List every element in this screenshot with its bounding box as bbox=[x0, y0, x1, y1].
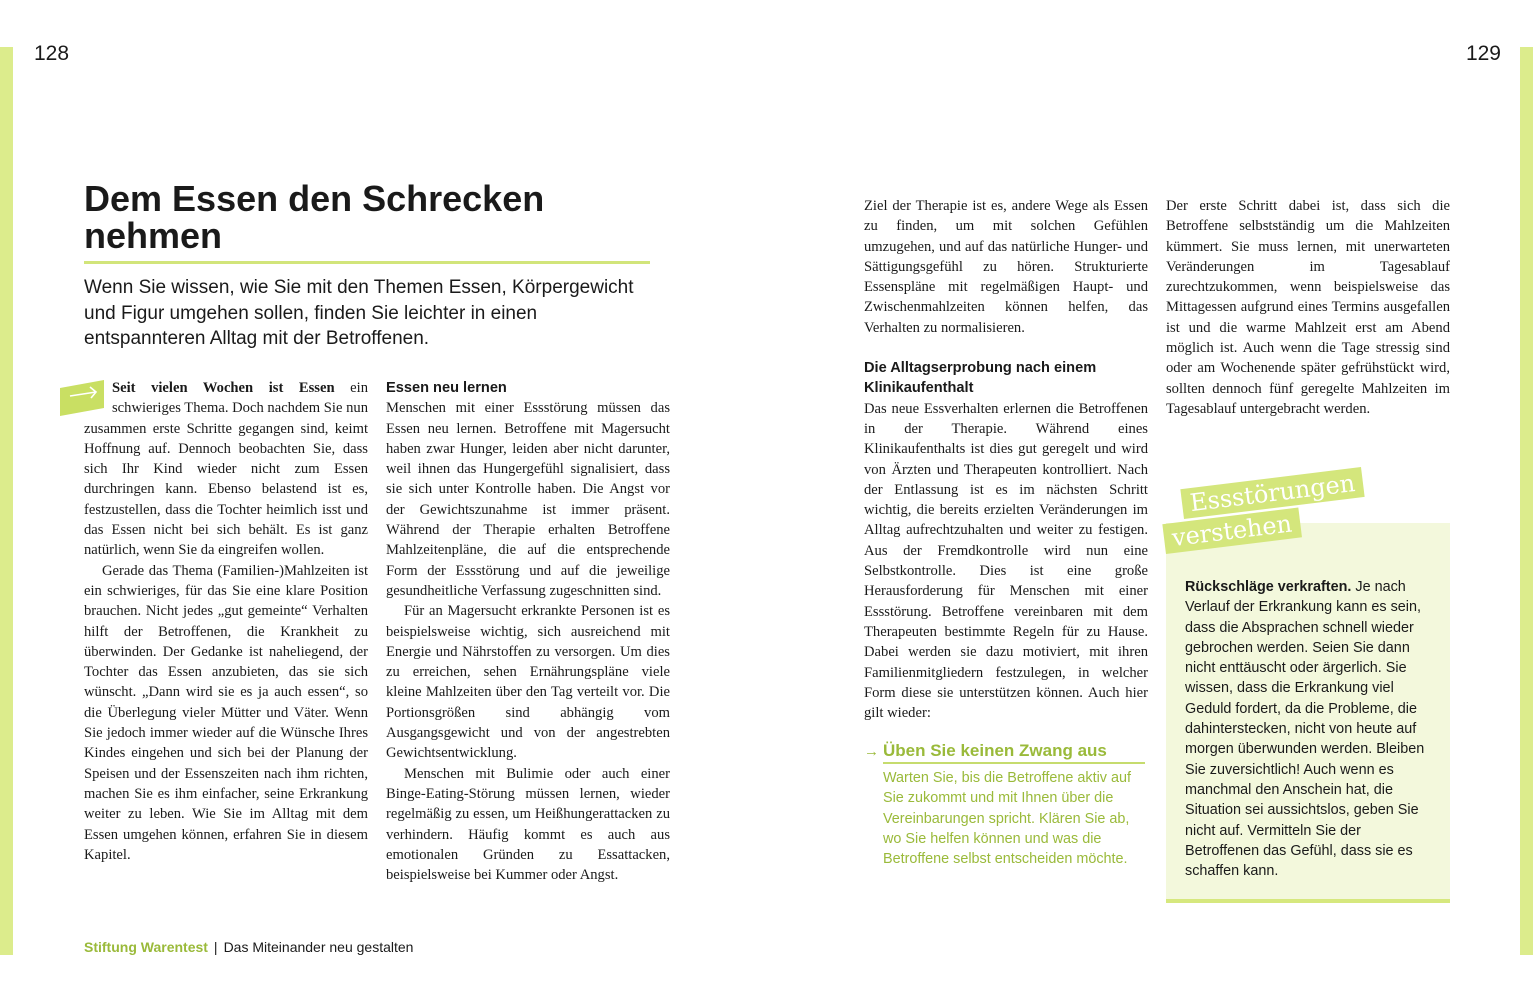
page-number-left: 128 bbox=[34, 42, 70, 65]
subheading-essen-neu-lernen: Essen neu lernen bbox=[386, 380, 507, 396]
paragraph: Gerade das Thema (Familien-)Mahlzeiten ist ein schwieriges, für das Sie eine klare Position brauchen. Nicht jedes „gut gemeinte“ Verhalten hilft der Betroffenen, die Krankheit zu überwinden. Der Gedanke ist naheliegend, der Tochter das Essen anzubieten, das sie sich wünscht. „Dann wird sie es ja auch essen“, so die Überlegung vieler Mütter und Väter. Wenn Sie jedoch immer wieder auf die Wünsche Ihres Kindes eingehen und sich bei der Planung der Speisen und der Essenszeiten nach ihm richten, machen Sie es ihm einfacher, seine Erkrankung weiter zu leben. Wie Sie im Alltag mit dem Essen umgehen können, erfahren Sie in diesem Kapitel. bbox=[84, 562, 368, 863]
paragraph: Menschen mit Bulimie oder auch einer Binge-Eating-Störung müssen lernen, wieder regelmäßig zu essen, um Heißhungerattacken zu verhindern. Häufig kommt es auch aus emotionalen Gründen zu Essattacken, beispielsweise bei Kummer oder Angst. bbox=[386, 765, 670, 884]
tip-title: Üben Sie keinen Zwang aus bbox=[883, 741, 1145, 764]
paragraph: Für an Magersucht erkrankte Personen ist es beispielsweise wichtig, sich ausreichend mit Energie und Nährstoffen zu versorgen. Um dies zu erreichen, sehen Ernährungspläne viele kleine Mahlzeiten über den Tag verteilt vor. Die Portionsgrößen sind abhängig vom Ausgangsgewicht und von der angestrebten Gewichtsentwicklung. bbox=[386, 603, 670, 762]
footer-separator: | bbox=[213, 939, 218, 955]
info-box-tag-line1: Essstörungen bbox=[1180, 467, 1364, 519]
intro-bold: Seit vielen Wochen ist Essen bbox=[112, 380, 335, 396]
info-box-tag-line2: verstehen bbox=[1162, 508, 1301, 554]
arrow-right-icon: → bbox=[864, 743, 879, 760]
footer-book-title: Das Miteinander neu gestalten bbox=[223, 939, 414, 955]
subheading-alltagserprobung: Die Alltagserprobung nach einem Klinikaufenthalt bbox=[864, 360, 1097, 397]
title-underline bbox=[84, 261, 650, 264]
left-edge-bar bbox=[0, 47, 13, 955]
footer-brand: Stiftung Warentest bbox=[84, 939, 208, 955]
paragraph: Das neue Essverhalten erlernen die Betroffenen in der Therapie. Während eines Klinikaufenthalts ist dies gut geregelt und wird von Ärzten und Therapeuten kontrolliert. Nach der Entlassung ist es im nächsten Schritt wichtig, die bereits erzielten Veränderungen im Alltag aufrechtzuhalten und weiter zu festigen. Aus der Fremdkontrolle wird nun eine Selbstkontrolle. Dies ist eine große Herausforderung für Menschen mit einer Essstörung. Betroffene vereinbaren mit dem Therapeuten bestimmte Regeln für zu Hause. Dabei werden sie dazu motiviert, mit ihren Familienmitgliedern festzulegen, in welcher Form diese sie unterstützen können. Auch hier gilt wieder: bbox=[864, 400, 1148, 722]
paragraph: Der erste Schritt dabei ist, dass sich die Betroffene selbstständig um die Mahlzeiten kümmert. Sie muss lernen, mit unerwarteten Veränderungen im Tagesablauf zurechtzukommen, wenn beispielsweise das Mittagessen aufgrund eines Termins ausgefallen ist und die warme Mahlzeit erst am Abend möglich ist. Auch wenn die Tage stressig sind oder am Wochenende später gefrühstückt wird, sollten dennoch fünf geregelte Mahlzeiten im Tagesablauf untergebracht werden. bbox=[1166, 198, 1450, 417]
paragraph: Menschen mit einer Essstörung müssen das Essen neu lernen. Betroffene mit Magersucht haben zwar Hunger, leiden aber nicht darunter, weil ihnen das Hungergefühl signalisiert, dass sie sich unter Kontrolle haben. Die Angst vor der Gewichtszunahme ist immer präsent. Während der Therapie erhalten Betroffene Mahlzeitenpläne, die auf die entsprechende Form der Essstörung und auf die jeweilige gesundheitliche Verfassung zugeschnitten sind. bbox=[386, 400, 670, 599]
text-column-2 bbox=[386, 378, 670, 885]
intro-text: ein schwieriges Thema. Doch nachdem Sie nun zusammen erste Schritte gegangen sind, keimt Hoffnung auf. Dennoch beobachten Sie, dass sich Ihr Kind wieder nicht zum Essen durchringen kann. Ebenso belastend ist es, festzustellen, dass die Tochter heimlich isst und das Essen nicht bei sich behält. Es ist ganz natürlich, wenn Sie da eingreifen wollen. bbox=[84, 380, 368, 559]
lead-paragraph: Wenn Sie wissen, wie Sie mit den Themen Essen, Körpergewicht und Figur umgehen sollen, finden Sie leichter in einen entspannteren Alltag mit der Betroffenen. bbox=[84, 277, 634, 349]
info-box-text bbox=[1185, 577, 1439, 881]
page-footer bbox=[84, 939, 413, 955]
info-box-bold: Rückschläge verkraften. bbox=[1185, 579, 1352, 595]
text-column-4 bbox=[1166, 196, 1450, 419]
arrow-tag-icon bbox=[60, 380, 104, 416]
chapter-title: Dem Essen den Schrecken nehmen bbox=[84, 178, 545, 256]
text-column-3 bbox=[864, 196, 1148, 723]
tip-callout bbox=[864, 741, 1148, 869]
info-box-body: Je nach Verlauf der Erkrankung kann es sein, dass die Absprachen schnell wieder gebrochen werden. Seien Sie dann nicht enttäuscht oder ärgerlich. Sie wissen, dass die Erkrankung viel Geduld fordert, da die Probleme, die dahinterstecken, nicht von heute auf morgen überwunden werden. Bleiben Sie zuversichtlich! Auch wenn es manchmal den Anschein hat, die Situation sei aussichtslos, geben Sie nicht auf. Vermitteln Sie der Betroffenen das Gefühl, dass sie es schaffen kann. bbox=[1185, 579, 1425, 880]
right-edge-bar bbox=[1520, 47, 1533, 955]
tip-body: Warten Sie, bis die Betroffene aktiv auf Sie zukommt und mit Ihnen über die Vereinbarungen spricht. Klären Sie ab, wo Sie helfen können und was die Betroffene selbst entscheiden möchte. bbox=[883, 770, 1131, 868]
paragraph: Ziel der Therapie ist es, andere Wege als Essen zu finden, um mit solchen Gefühlen umzugehen, und auf das natürliche Hunger- und Sättigungsgefühl zu hören. Strukturierte Essenspläne mit regelmäßigen Haupt- und Zwischenmahlzeiten können helfen, das Verhalten zu normalisieren. bbox=[864, 198, 1148, 336]
intro-paragraph bbox=[84, 378, 368, 561]
text-column-1 bbox=[84, 378, 368, 865]
page-number-right: 129 bbox=[1465, 42, 1501, 65]
tip-heading bbox=[864, 741, 1148, 764]
info-box bbox=[1166, 469, 1450, 903]
